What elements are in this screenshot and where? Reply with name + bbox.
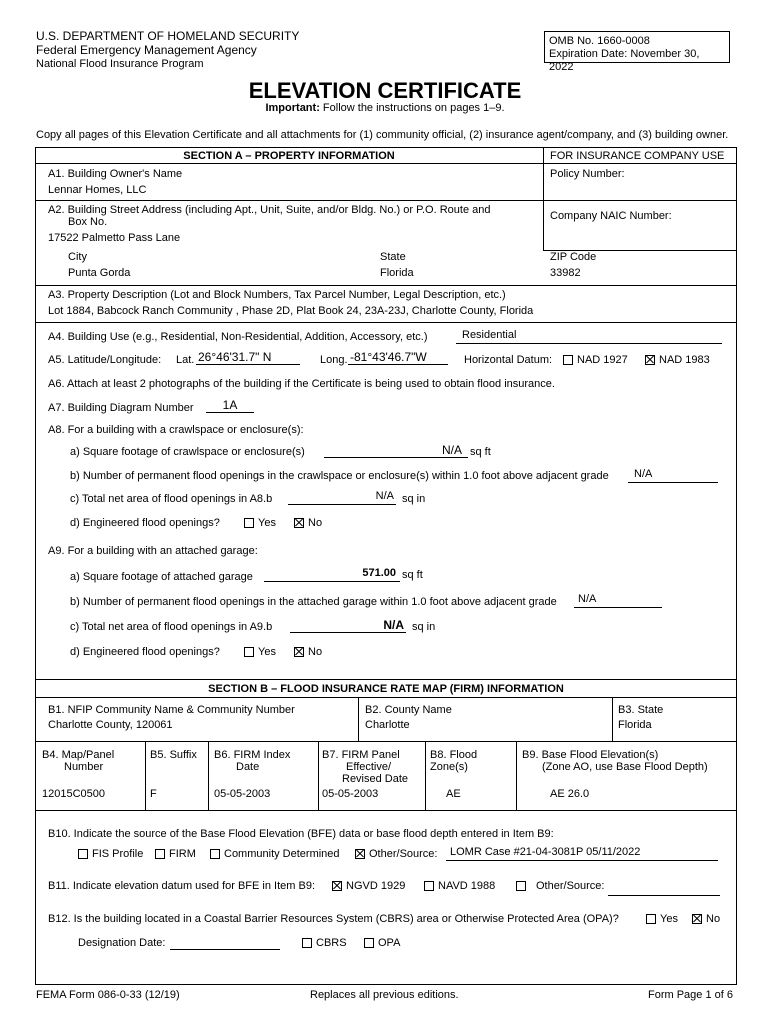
divider bbox=[208, 741, 209, 810]
a9d-yes-label: Yes bbox=[258, 646, 276, 658]
b4-value[interactable]: 12015C0500 bbox=[42, 788, 106, 800]
a8a-field[interactable] bbox=[324, 443, 468, 458]
b7-label-cont: Effective/ bbox=[346, 761, 392, 773]
a7-value: 1A bbox=[222, 398, 238, 412]
other-source-label: Other/Source: bbox=[369, 848, 438, 860]
a8b-label: b) Number of permanent flood openings in the crawlspace or enclosure(s) within 1.0 foot above adjacent grade bbox=[70, 470, 609, 482]
divider bbox=[35, 697, 737, 698]
a2-label-cont: Box No. bbox=[68, 216, 108, 228]
divider bbox=[35, 285, 737, 286]
ngvd-label: NGVD 1929 bbox=[346, 880, 406, 892]
other-datum-option[interactable] bbox=[516, 880, 604, 892]
b6-value[interactable]: 05-05-2003 bbox=[214, 788, 271, 800]
nad1927-label: NAD 1927 bbox=[577, 354, 628, 366]
expiration-date: Expiration Date: November 30, 2022 bbox=[549, 48, 700, 73]
a8a-label: a) Square footage of crawlspace or enclosure(s) bbox=[70, 446, 305, 458]
state-value[interactable]: Florida bbox=[380, 267, 414, 279]
community-determined-option[interactable] bbox=[210, 848, 340, 860]
checkbox-icon[interactable] bbox=[244, 647, 254, 657]
b3-label: B3. State bbox=[618, 704, 664, 716]
long-field[interactable] bbox=[348, 350, 448, 365]
form-number: FEMA Form 086-0-33 (12/19) bbox=[36, 989, 180, 1001]
navd-label: NAVD 1988 bbox=[438, 880, 496, 892]
b1-label: B1. NFIP Community Name & Community Number bbox=[48, 704, 295, 716]
nad1927-option[interactable] bbox=[563, 354, 628, 366]
b6-label: B6. FIRM Index bbox=[214, 749, 291, 761]
b5-label: B5. Suffix bbox=[150, 749, 197, 761]
b12-no-option[interactable] bbox=[692, 913, 720, 925]
a2-label: A2. Building Street Address (including Apt., Unit, Suite, and/or Bldg. No.) or P.O. Route and bbox=[48, 204, 491, 216]
checkbox-icon[interactable] bbox=[364, 938, 374, 948]
a9a-label: a) Square footage of attached garage bbox=[70, 571, 253, 583]
divider bbox=[543, 147, 544, 251]
a5-label: A5. Latitude/Longitude: bbox=[48, 354, 162, 366]
a8b-field[interactable] bbox=[628, 468, 718, 483]
a9d-yes-option[interactable] bbox=[244, 646, 276, 658]
opa-label: OPA bbox=[378, 937, 401, 949]
section-b-heading: SECTION B – FLOOD INSURANCE RATE MAP (FIRM) INFORMATION bbox=[208, 683, 564, 695]
divider bbox=[145, 741, 146, 810]
divider bbox=[35, 322, 737, 323]
opa-option[interactable] bbox=[364, 937, 400, 949]
designation-date-field[interactable] bbox=[170, 935, 280, 950]
checkbox-icon[interactable] bbox=[78, 849, 88, 859]
checkbox-icon[interactable] bbox=[155, 849, 165, 859]
divider bbox=[35, 163, 737, 164]
divider bbox=[612, 697, 613, 741]
a9d-no-option[interactable] bbox=[294, 646, 322, 658]
b9-label: B9. Base Flood Elevation(s) bbox=[522, 749, 659, 761]
important-label: Important: bbox=[265, 102, 320, 114]
a9a-value: 571.00 bbox=[362, 567, 396, 579]
b10-label: B10. Indicate the source of the Base Flood Elevation (BFE) data or base flood depth entered in Item B9: bbox=[48, 828, 554, 840]
lat-field[interactable] bbox=[196, 350, 300, 365]
b7-label: B7. FIRM Panel bbox=[322, 749, 400, 761]
b4-label: B4. Map/Panel bbox=[42, 749, 115, 761]
b1-value[interactable]: Charlotte County, 120061 bbox=[48, 719, 173, 731]
b8-value[interactable]: AE bbox=[446, 788, 461, 800]
a9b-label: b) Number of permanent flood openings in the attached garage within 1.0 foot above adjacent grade bbox=[70, 596, 557, 608]
other-datum-field[interactable] bbox=[608, 881, 720, 896]
copy-note: Copy all pages of this Elevation Certificate and all attachments for (1) community official, (2) insurance agent/company, and (3) building owner. bbox=[36, 129, 729, 141]
checked-checkbox-icon[interactable] bbox=[294, 518, 304, 528]
datum-label: Horizontal Datum: bbox=[464, 354, 553, 366]
divider bbox=[35, 200, 737, 201]
a9b-value: N/A bbox=[578, 593, 597, 605]
a8-label: A8. For a building with a crawlspace or enclosure(s): bbox=[48, 424, 304, 436]
ngvd-option[interactable] bbox=[332, 880, 405, 892]
fis-profile-label: FIS Profile bbox=[92, 848, 144, 860]
b11-label: B11. Indicate elevation datum used for BFE in Item B9: bbox=[48, 880, 315, 892]
long-label: Long. bbox=[320, 354, 348, 366]
city-label: City bbox=[68, 251, 87, 263]
a8d-no-label: No bbox=[308, 517, 323, 529]
community-determined-label: Community Determined bbox=[224, 848, 340, 860]
lat-value: 26°46'31.7" N bbox=[198, 350, 272, 364]
a9c-field[interactable] bbox=[290, 618, 406, 633]
checkbox-icon[interactable] bbox=[424, 881, 434, 891]
b2-label: B2. County Name bbox=[365, 704, 452, 716]
a9a-unit: sq ft bbox=[402, 569, 423, 581]
b10-source-field[interactable] bbox=[446, 846, 718, 861]
a8d-no-option[interactable] bbox=[294, 517, 322, 529]
a9c-label: c) Total net area of flood openings in A9.b bbox=[70, 621, 273, 633]
a9-label: A9. For a building with an attached garage: bbox=[48, 545, 258, 557]
b6-label-cont: Date bbox=[236, 761, 260, 773]
policy-number-label: Policy Number: bbox=[550, 168, 625, 180]
a8a-unit: sq ft bbox=[470, 446, 491, 458]
divider bbox=[35, 741, 737, 742]
b7-value[interactable]: 05-05-2003 bbox=[322, 788, 379, 800]
a4-value: Residential bbox=[462, 329, 517, 341]
b10-source-value: LOMR Case #21-04-3081P 05/11/2022 bbox=[450, 846, 641, 858]
a8d-yes-option[interactable] bbox=[244, 517, 276, 529]
other-datum-label: Other/Source: bbox=[536, 880, 605, 892]
b8-label: B8. Flood bbox=[430, 749, 478, 761]
b5-value[interactable]: F bbox=[150, 788, 157, 800]
checked-checkbox-icon[interactable] bbox=[332, 881, 342, 891]
designation-date-label: Designation Date: bbox=[78, 937, 166, 949]
a3-value[interactable]: Lot 1884, Babcock Ranch Community , Phase 2D, Plat Book 24, 23A-23J, Charlotte County, Florida bbox=[48, 305, 534, 317]
a9c-value: N/A bbox=[383, 618, 404, 632]
other-source-option[interactable] bbox=[355, 848, 437, 860]
a8d-yes-label: Yes bbox=[258, 517, 276, 529]
cbrs-label: CBRS bbox=[316, 937, 347, 949]
program-name: National Flood Insurance Program bbox=[36, 58, 204, 70]
divider bbox=[358, 697, 359, 741]
a9a-field[interactable] bbox=[264, 567, 400, 582]
city-value[interactable]: Punta Gorda bbox=[68, 267, 131, 279]
a7-field[interactable] bbox=[206, 398, 254, 413]
a7-label: A7. Building Diagram Number bbox=[48, 402, 194, 414]
nad1983-option[interactable] bbox=[645, 354, 710, 366]
checkbox-icon[interactable] bbox=[302, 938, 312, 948]
department-name: U.S. DEPARTMENT OF HOMELAND SECURITY bbox=[36, 29, 300, 43]
a8c-label: c) Total net area of flood openings in A8.b bbox=[70, 493, 273, 505]
page-number: Form Page 1 of 6 bbox=[648, 989, 733, 1001]
checked-checkbox-icon[interactable] bbox=[692, 914, 702, 924]
a9c-unit: sq in bbox=[412, 621, 436, 633]
a8c-unit: sq in bbox=[402, 493, 426, 505]
divider bbox=[318, 741, 319, 810]
b12-yes-label: Yes bbox=[660, 913, 678, 925]
a9b-field[interactable] bbox=[574, 593, 662, 608]
form-title: ELEVATION CERTIFICATE bbox=[248, 78, 522, 103]
checked-checkbox-icon[interactable] bbox=[645, 355, 655, 365]
replaces-note: Replaces all previous editions. bbox=[310, 989, 459, 1001]
a4-field[interactable] bbox=[456, 329, 722, 344]
a4-label: A4. Building Use (e.g., Residential, Non-Residential, Addition, Accessory, etc.) bbox=[48, 331, 428, 343]
a8d-label: d) Engineered flood openings? bbox=[70, 517, 220, 529]
naic-number-label: Company NAIC Number: bbox=[550, 210, 672, 222]
a8b-value: N/A bbox=[634, 468, 653, 480]
a9d-label: d) Engineered flood openings? bbox=[70, 646, 220, 658]
checkbox-icon[interactable] bbox=[563, 355, 573, 365]
b3-value[interactable]: Florida bbox=[618, 719, 652, 731]
a1-value[interactable]: Lennar Homes, LLC bbox=[48, 184, 147, 196]
divider bbox=[425, 741, 426, 810]
b4-label-cont: Number bbox=[64, 761, 104, 773]
a8c-value: N/A bbox=[375, 490, 394, 502]
agency-name: Federal Emergency Management Agency bbox=[36, 43, 257, 57]
important-note bbox=[0, 102, 770, 114]
long-value: -81°43'46.7"W bbox=[350, 350, 427, 364]
zip-label: ZIP Code bbox=[550, 251, 597, 263]
a9d-no-label: No bbox=[308, 646, 323, 658]
b8-label-cont: Zone(s) bbox=[430, 761, 468, 773]
zip-value[interactable]: 33982 bbox=[550, 267, 581, 279]
fis-profile-option[interactable] bbox=[78, 848, 143, 860]
b12-no-label: No bbox=[706, 913, 721, 925]
insurance-use-heading: FOR INSURANCE COMPANY USE bbox=[550, 150, 725, 162]
checked-checkbox-icon[interactable] bbox=[294, 647, 304, 657]
checkbox-icon[interactable] bbox=[646, 914, 656, 924]
b9-value[interactable]: AE 26.0 bbox=[550, 788, 590, 800]
section-a-heading: SECTION A – PROPERTY INFORMATION bbox=[183, 150, 395, 162]
a8a-value: N/A bbox=[441, 443, 462, 457]
checkbox-icon[interactable] bbox=[210, 849, 220, 859]
checked-checkbox-icon[interactable] bbox=[355, 849, 365, 859]
a8c-field[interactable] bbox=[288, 490, 396, 505]
a3-label: A3. Property Description (Lot and Block Numbers, Tax Parcel Number, Legal Description, etc.) bbox=[48, 289, 506, 301]
a2-value[interactable]: 17522 Palmetto Pass Lane bbox=[48, 232, 181, 244]
divider bbox=[35, 810, 737, 811]
cbrs-option[interactable] bbox=[302, 937, 347, 949]
checkbox-icon[interactable] bbox=[244, 518, 254, 528]
b7-label-cont2: Revised Date bbox=[342, 773, 409, 785]
b9-label-cont: (Zone AO, use Base Flood Depth) bbox=[542, 761, 708, 773]
divider bbox=[35, 679, 737, 680]
lat-label: Lat. bbox=[176, 354, 195, 366]
important-text: Follow the instructions on pages 1–9. bbox=[319, 102, 505, 114]
b2-value[interactable]: Charlotte bbox=[365, 719, 410, 731]
checkbox-icon[interactable] bbox=[516, 881, 526, 891]
a1-label: A1. Building Owner's Name bbox=[48, 168, 183, 180]
divider bbox=[516, 741, 517, 810]
omb-box bbox=[544, 31, 730, 73]
b12-yes-option[interactable] bbox=[646, 913, 678, 925]
firm-label: FIRM bbox=[169, 848, 196, 860]
a6-label: A6. Attach at least 2 photographs of the building if the Certificate is being used to obtain flood insurance. bbox=[48, 378, 555, 390]
navd-option[interactable] bbox=[424, 880, 495, 892]
b12-label: B12. Is the building located in a Coastal Barrier Resources System (CBRS) area or Otherwise Protected Area (OPA)? bbox=[48, 913, 619, 925]
firm-option[interactable] bbox=[155, 848, 196, 860]
nad1983-label: NAD 1983 bbox=[659, 354, 710, 366]
state-label: State bbox=[380, 251, 406, 263]
omb-number: OMB No. 1660-0008 bbox=[549, 35, 650, 47]
